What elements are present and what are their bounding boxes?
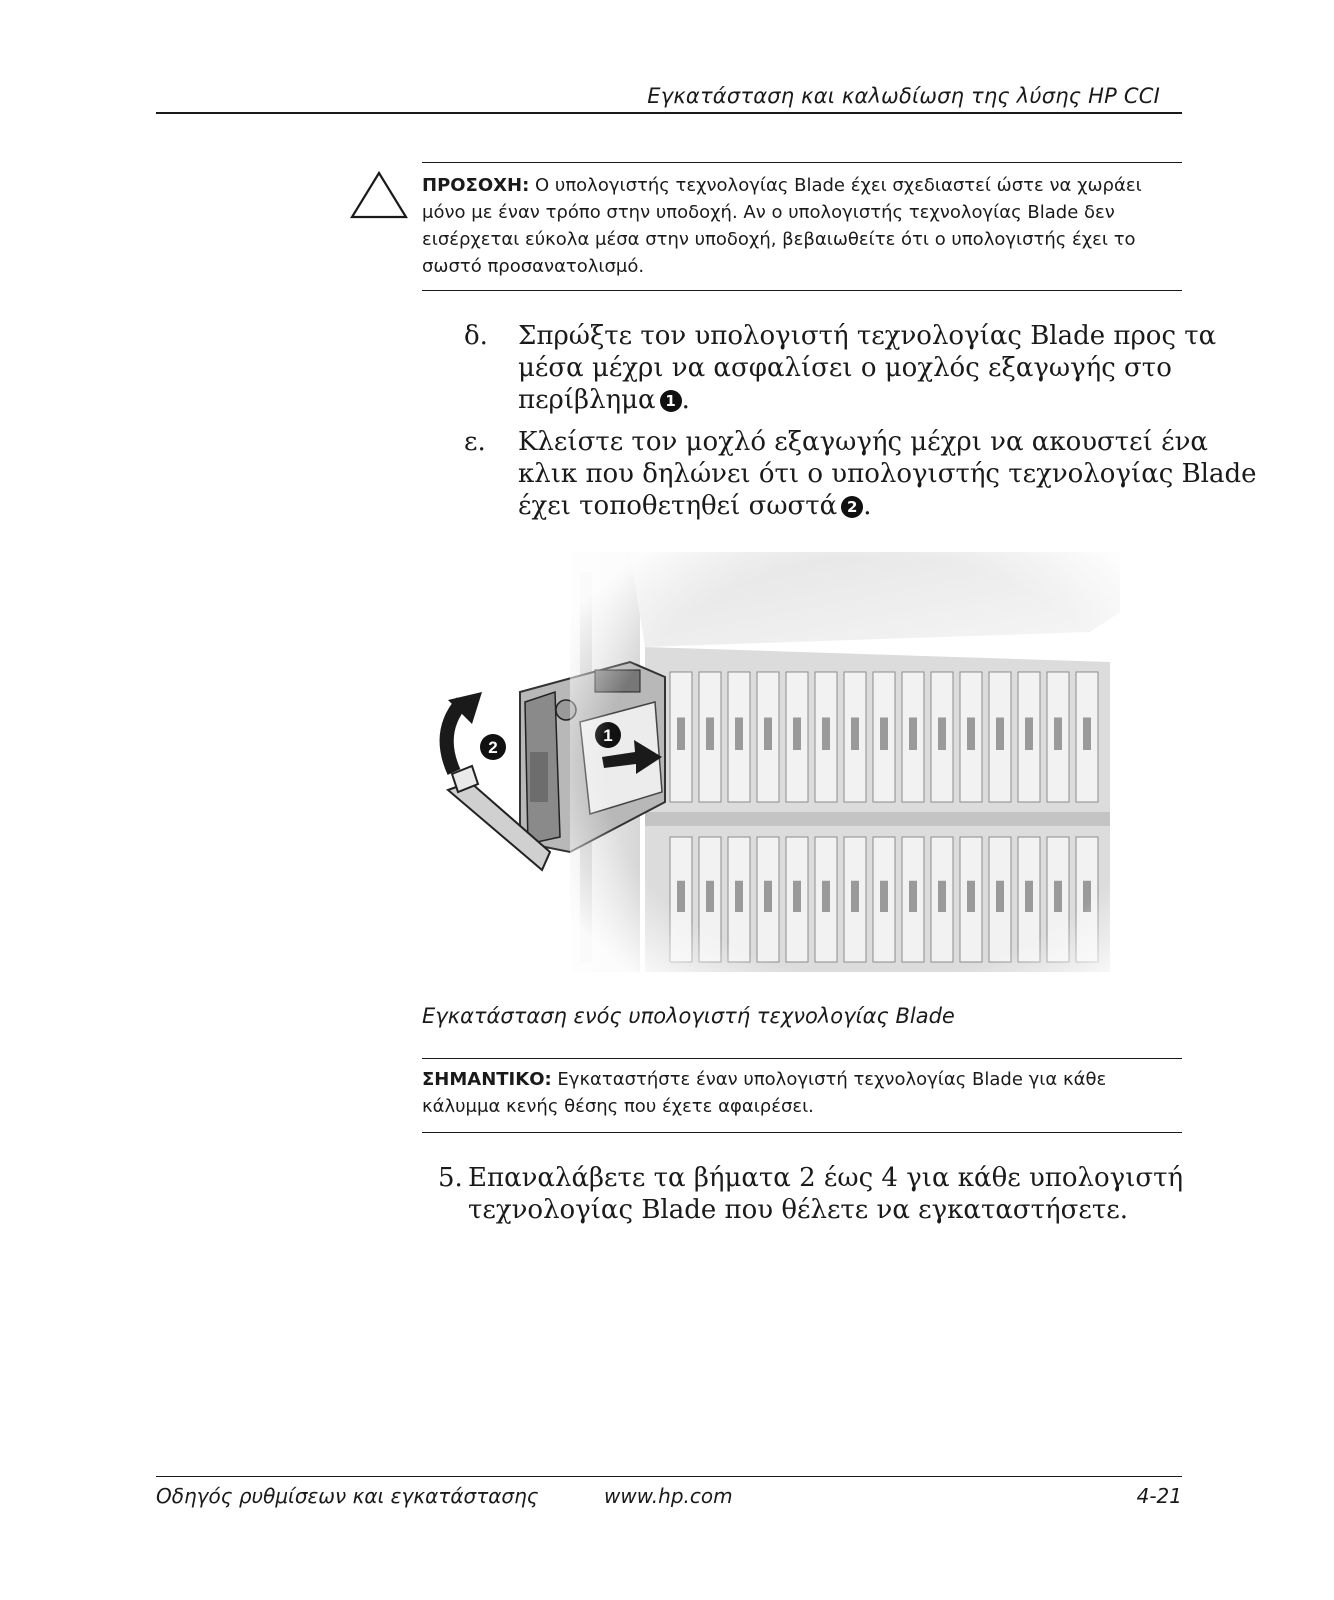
- callout-2-label: 2: [488, 738, 498, 757]
- important-label: ΣΗΜΑΝΤΙΚΟ:: [422, 1069, 552, 1090]
- important-top-rule: [422, 1058, 1182, 1059]
- callout-1-marker: 1: [660, 390, 682, 412]
- step-e-line-1: Κλείστε τον μοχλό εξαγωγής μέχρι να ακουστεί ένα: [518, 427, 1208, 457]
- step-e-period: .: [863, 491, 872, 521]
- important-note: [422, 1066, 1182, 1120]
- step-e-line-3: έχει τοποθετηθεί σωστά: [518, 491, 838, 521]
- running-header: Εγκατάσταση και καλωδίωση της λύσης HP CCI: [647, 84, 1160, 108]
- step-e-text: [518, 426, 1257, 522]
- step-d-text: [518, 320, 1216, 416]
- step-d-marker: δ.: [464, 321, 488, 351]
- footer-guide-title: Οδηγός ρυθμίσεων και εγκατάστασης: [156, 1484, 539, 1508]
- caution-top-rule: [422, 162, 1182, 163]
- step-d-period: .: [681, 385, 690, 415]
- footer-url: www.hp.com: [604, 1484, 733, 1508]
- caution-bottom-rule: [422, 290, 1182, 291]
- blade-installation-figure: [430, 552, 1130, 982]
- step-5-text: [468, 1162, 1183, 1226]
- step-e-line-2: κλικ που δηλώνει ότι ο υπολογιστής τεχνολογίας Blade: [518, 459, 1257, 489]
- important-line-2: κάλυμμα κενής θέσης που έχετε αφαιρέσει.: [422, 1096, 814, 1117]
- step-e: [464, 426, 1257, 526]
- header-rule: [156, 112, 1182, 114]
- step-d-line-1: Σπρώξτε τον υπολογιστή τεχνολογίας Blade προς τα: [518, 321, 1217, 351]
- caution-line-2: μόνο με έναν τρόπο στην υποδοχή. Αν ο υπολογιστής τεχνολογίας Blade δεν: [422, 202, 1115, 223]
- caution-label: ΠΡΟΣΟΧΗ:: [422, 175, 530, 196]
- step-d-line-3: περίβλημα: [518, 385, 656, 415]
- footer-rule: [156, 1476, 1182, 1477]
- important-line-1: Εγκαταστήστε έναν υπολογιστή τεχνολογίας Blade για κάθε: [551, 1069, 1107, 1090]
- callout-2-marker: 2: [841, 496, 863, 518]
- caution-line-3: εισέρχεται εύκολα μέσα στην υποδοχή, βεβαιωθείτε ότι ο υπολογιστής έχει το: [422, 229, 1136, 250]
- caution-line-1: Ο υπολογιστής τεχνολογίας Blade έχει σχεδιαστεί ώστε να χωράει: [529, 175, 1142, 196]
- important-bottom-rule: [422, 1132, 1182, 1133]
- figure-vignette: [570, 552, 1130, 982]
- footer-page-number: 4-21: [1136, 1484, 1182, 1508]
- step-e-marker: ε.: [464, 427, 486, 457]
- step-5-line-1: Επαναλάβετε τα βήματα 2 έως 4 για κάθε υπολογιστή: [468, 1163, 1184, 1193]
- figure-caption: Εγκατάσταση ενός υπολογιστή τεχνολογίας Blade: [422, 1004, 955, 1028]
- step-5-marker: 5.: [438, 1163, 463, 1193]
- step-d-line-2: μέσα μέχρι να ασφαλίσει ο μοχλός εξαγωγής στο: [518, 353, 1172, 383]
- step-d: [464, 320, 1217, 420]
- rotation-arrow: [447, 702, 462, 772]
- warning-triangle-icon: [349, 170, 409, 220]
- caution-line-4: σωστό προσανατολισμό.: [422, 256, 645, 277]
- caution-note: [422, 172, 1182, 280]
- step-5-line-2: τεχνολογίας Blade που θέλετε να εγκαταστήσετε.: [468, 1195, 1128, 1225]
- step-5: [438, 1162, 1184, 1232]
